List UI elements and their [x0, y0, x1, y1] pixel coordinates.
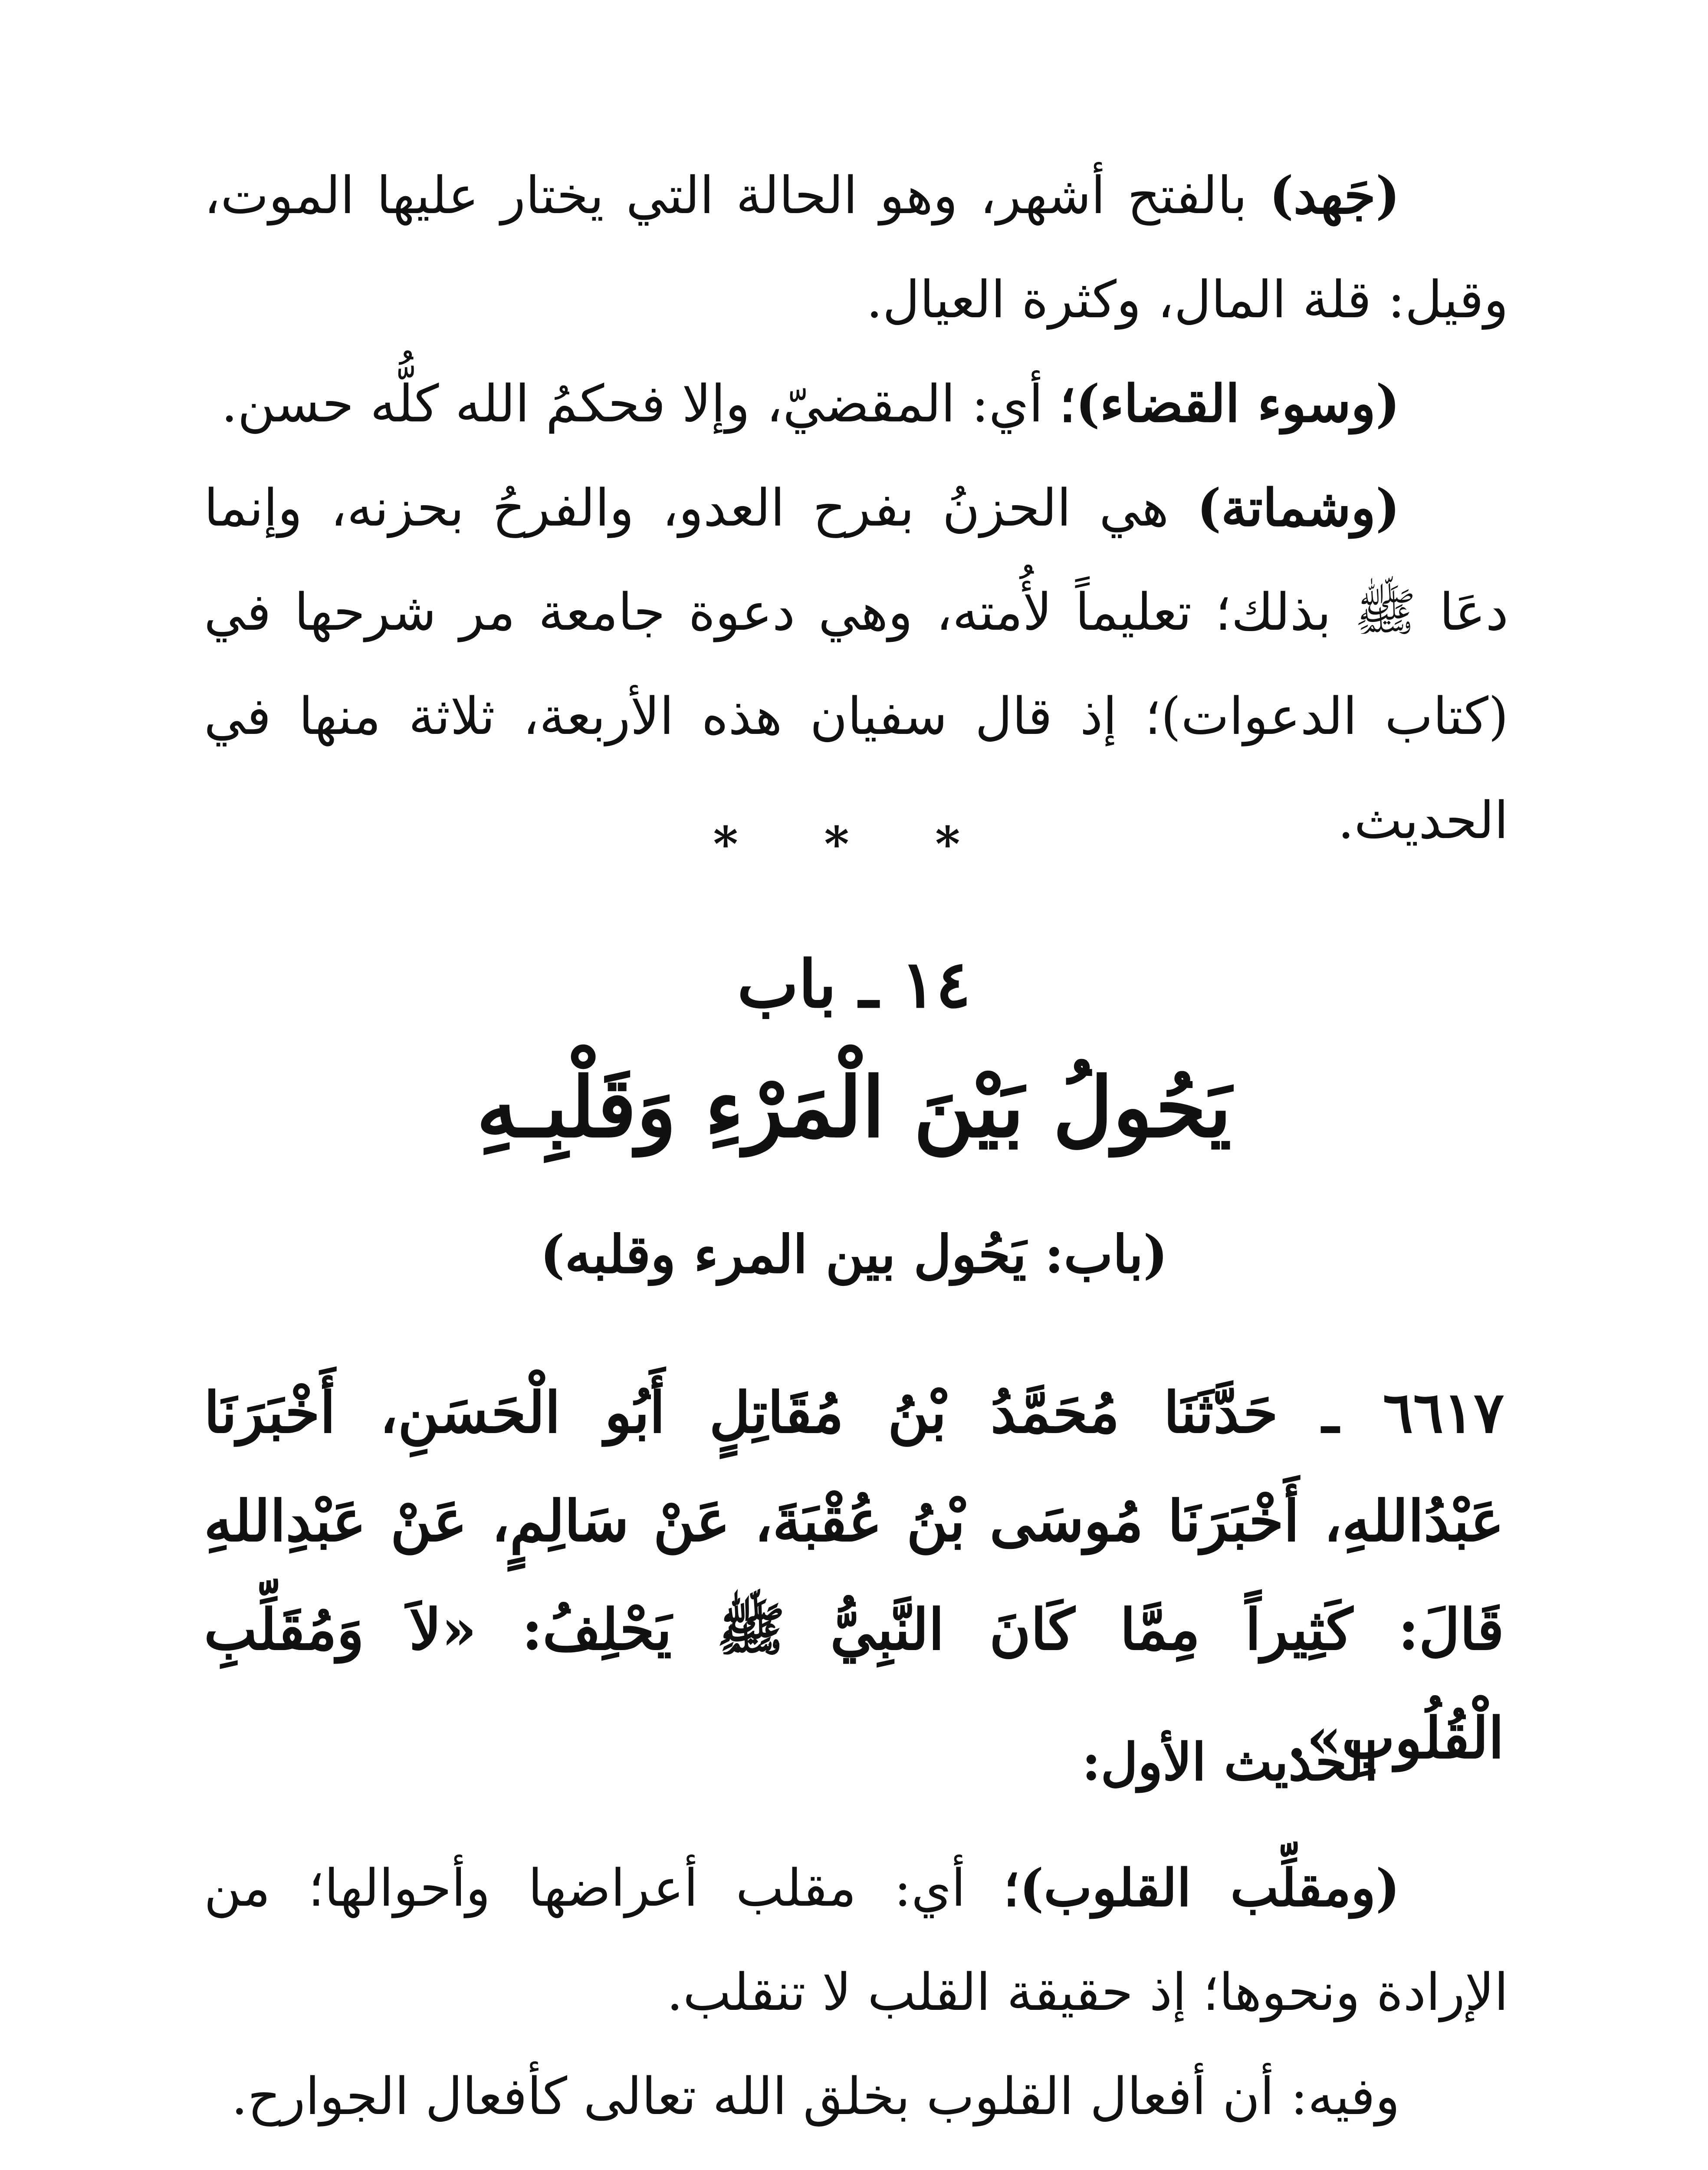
- chapter-number: ١٤ ـ باب: [737, 946, 971, 1023]
- commentary-paragraph-jahd: [204, 143, 1508, 352]
- paragraph-text: أي: المقضيّ، وإلا فحكمُ الله كلُّه حسن.: [221, 374, 1060, 434]
- paragraph-text: بالفتح أشهر، وهو الحالة التي يختار عليها الموت، وقيل: قلة المال، وكثرة العيال.: [204, 165, 1508, 329]
- paragraph-text: هي الحزنُ بفرح العدو، والفرحُ بحزنه، وإنما دعَا ﷺ بذلك؛ تعليماً لأُمته، وهي دعوة جامعة مر شرحها في (كتاب الدعوات)؛ إذ قال سفيان هذه الأربعة، ثلاثة منها في الحديث.: [204, 478, 1508, 850]
- commentary-heading: الحديث الأول:: [1082, 1732, 1378, 1792]
- keyword-muqallib: (ومقلِّب القلوب)؛: [1003, 1858, 1400, 1918]
- chapter-subtitle: (باب: يَحُول بين المرء وقلبه): [540, 1224, 1168, 1285]
- paragraph-text: أي: مقلب أعراضها وأحوالها؛ من الإرادة ونحوها؛ إذ حقيقة القلب لا تنقلب.: [204, 1858, 1508, 2022]
- keyword-jahd: (جَهد): [1269, 165, 1400, 225]
- keyword-shamata: (وشماتة): [1197, 477, 1400, 538]
- section-separator-top: * * *: [713, 816, 995, 872]
- chapter-title: يَحُولُ بَيْنَ الْمَرْءِ وَقَلْبِـهِ: [476, 1059, 1232, 1156]
- top-commentary: [204, 143, 1508, 872]
- commentary-paragraph-shamata: [204, 456, 1508, 872]
- commentary-paragraph-fihi: [204, 2044, 1508, 2148]
- commentary-paragraph-qada: [204, 352, 1508, 456]
- commentary-paragraph-muqallib: [204, 1836, 1508, 2044]
- bottom-commentary: [204, 1836, 1508, 2148]
- hadith-text: ٦٦١٧ ـ حَدَّثَنَا مُحَمَّدُ بْنُ مُقَاتِلٍ أَبُو الْحَسَنِ، أَخْبَرَنَا عَبْدُاللهِ، أَخْبَرَنَا مُوسَى بْنُ عُقْبَةَ، عَنْ سَالِمٍ، عَنْ عَبْدِاللهِ قَالَ: كَثِيراً مِمَّا كَانَ النَّبِيُّ ﷺ يَحْلِفُ: «لاَ وَمُقَلِّبِ الْقُلُوبِ».: [204, 1379, 1504, 1771]
- keyword-qada: (وسوء القضاء)؛: [1059, 373, 1400, 434]
- paragraph-text: وفيه: أن أفعال القلوب بخلق الله تعالى كأفعال الجوارح.: [231, 2066, 1400, 2126]
